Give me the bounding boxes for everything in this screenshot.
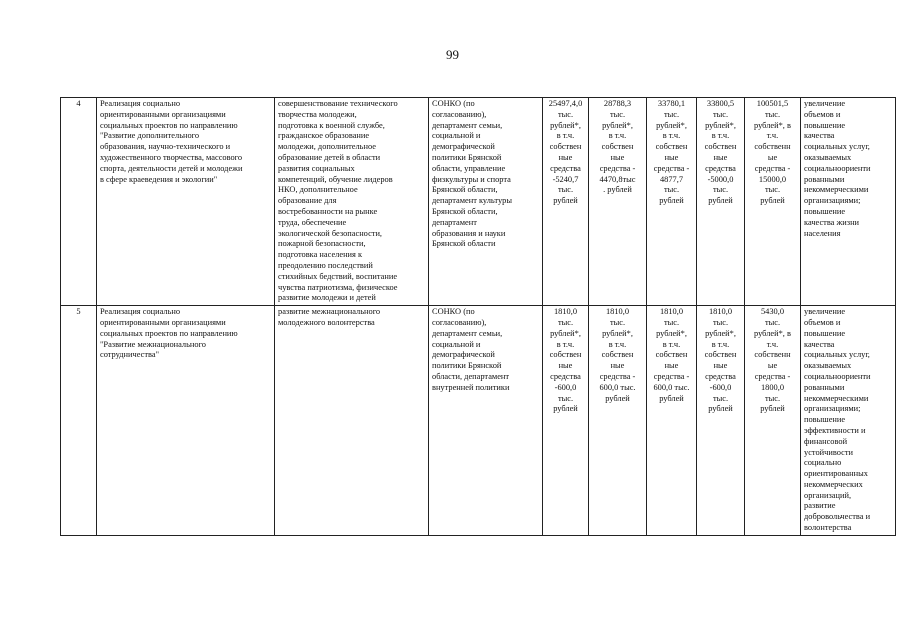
funding-year-4-cell: 33800,5 тыс. рублей*, в т.ч. собствен ные средства -5000,0 тыс. рублей [697, 98, 745, 306]
funding-year-3-cell: 33780,1 тыс. рублей*, в т.ч. собствен ные средства - 4877,7 тыс. рублей [647, 98, 697, 306]
row-number-cell: 5 [61, 306, 97, 536]
activity-name-cell: Реализация социально ориентированными организациями социальных проектов по направлению "Развитие межнационального сотрудничества" [97, 306, 275, 536]
program-activities-table [60, 97, 896, 536]
row-number-cell: 4 [61, 98, 97, 306]
executors-cell: СОНКО (по согласованию), департамент семьи, социальной и демографической политики Брянской области, департамент внутренней политики [429, 306, 543, 536]
activity-content-cell: развитие межнационального молодежного волонтерства [275, 306, 429, 536]
funding-year-3-cell: 1810,0 тыс. рублей*, в т.ч. собствен ные средства - 600,0 тыс. рублей [647, 306, 697, 536]
page-number: 99 [446, 47, 459, 62]
expected-result-cell: увеличение объемов и повышение качества социальных услуг, оказываемых социальноориенти рованными некоммерческими организациями; повышение качества жизни населения [801, 98, 896, 306]
funding-year-2-cell: 1810,0 тыс. рублей*, в т.ч. собствен ные средства - 600,0 тыс. рублей [589, 306, 647, 536]
funding-year-1-cell: 1810,0 тыс. рублей*, в т.ч. собствен ные средства -600,0 тыс. рублей [543, 306, 589, 536]
funding-year-1-cell: 25497,4,0 тыс. рублей*, в т.ч. собствен ные средства -5240,7 тыс. рублей [543, 98, 589, 306]
funding-year-4-cell: 1810,0 тыс. рублей*, в т.ч. собствен ные средства -600,0 тыс. рублей [697, 306, 745, 536]
table-row [61, 306, 896, 536]
activity-name-cell: Реализация социально ориентированными организациями социальных проектов по направлению "Развитие дополнительного образования, научно-технического и художественного творчества, массового спорта, деятельности детей и молодежи в сфере краеведения и экологии" [97, 98, 275, 306]
activity-content-cell: совершенствование технического творчества молодежи, подготовка к военной службе, гражданское образование молодежи, дополнительное образование детей в области развития социальных компетенций, обучение лидеров НКО, дополнительное образование для востребованности на рынке труда, обеспечение экологической безопасности, пожарной безопасности, подготовка населения к преодолению последствий стихийных бедствий, воспитание чувства патриотизма, физическое развитие молодежи и детей [275, 98, 429, 306]
funding-year-2-cell: 28788,3 тыс. рублей*, в т.ч. собствен ные средства - 4470,8тыс . рублей [589, 98, 647, 306]
funding-total-cell: 5430,0 тыс. рублей*, в т.ч. собственн ые средства - 1800,0 тыс. рублей [745, 306, 801, 536]
expected-result-cell: увеличение объемов и повышение качества социальных услуг, оказываемых социальноориенти рованными некоммерческими организациями; повышение эффективности и финансовой устойчивости социально ориентированных некоммерческих организаций, развитие добровольчества и волонтерства [801, 306, 896, 536]
table-row [61, 98, 896, 306]
funding-total-cell: 100501,5 тыс. рублей*, в т.ч. собственн ые средства - 15000,0 тыс. рублей [745, 98, 801, 306]
executors-cell: СОНКО (по согласованию), департамент семьи, социальной и демографической политики Брянской области, управление физкультуры и спорта Брянской области, департамент культуры Брянской области, департамент образования и науки Брянской области [429, 98, 543, 306]
